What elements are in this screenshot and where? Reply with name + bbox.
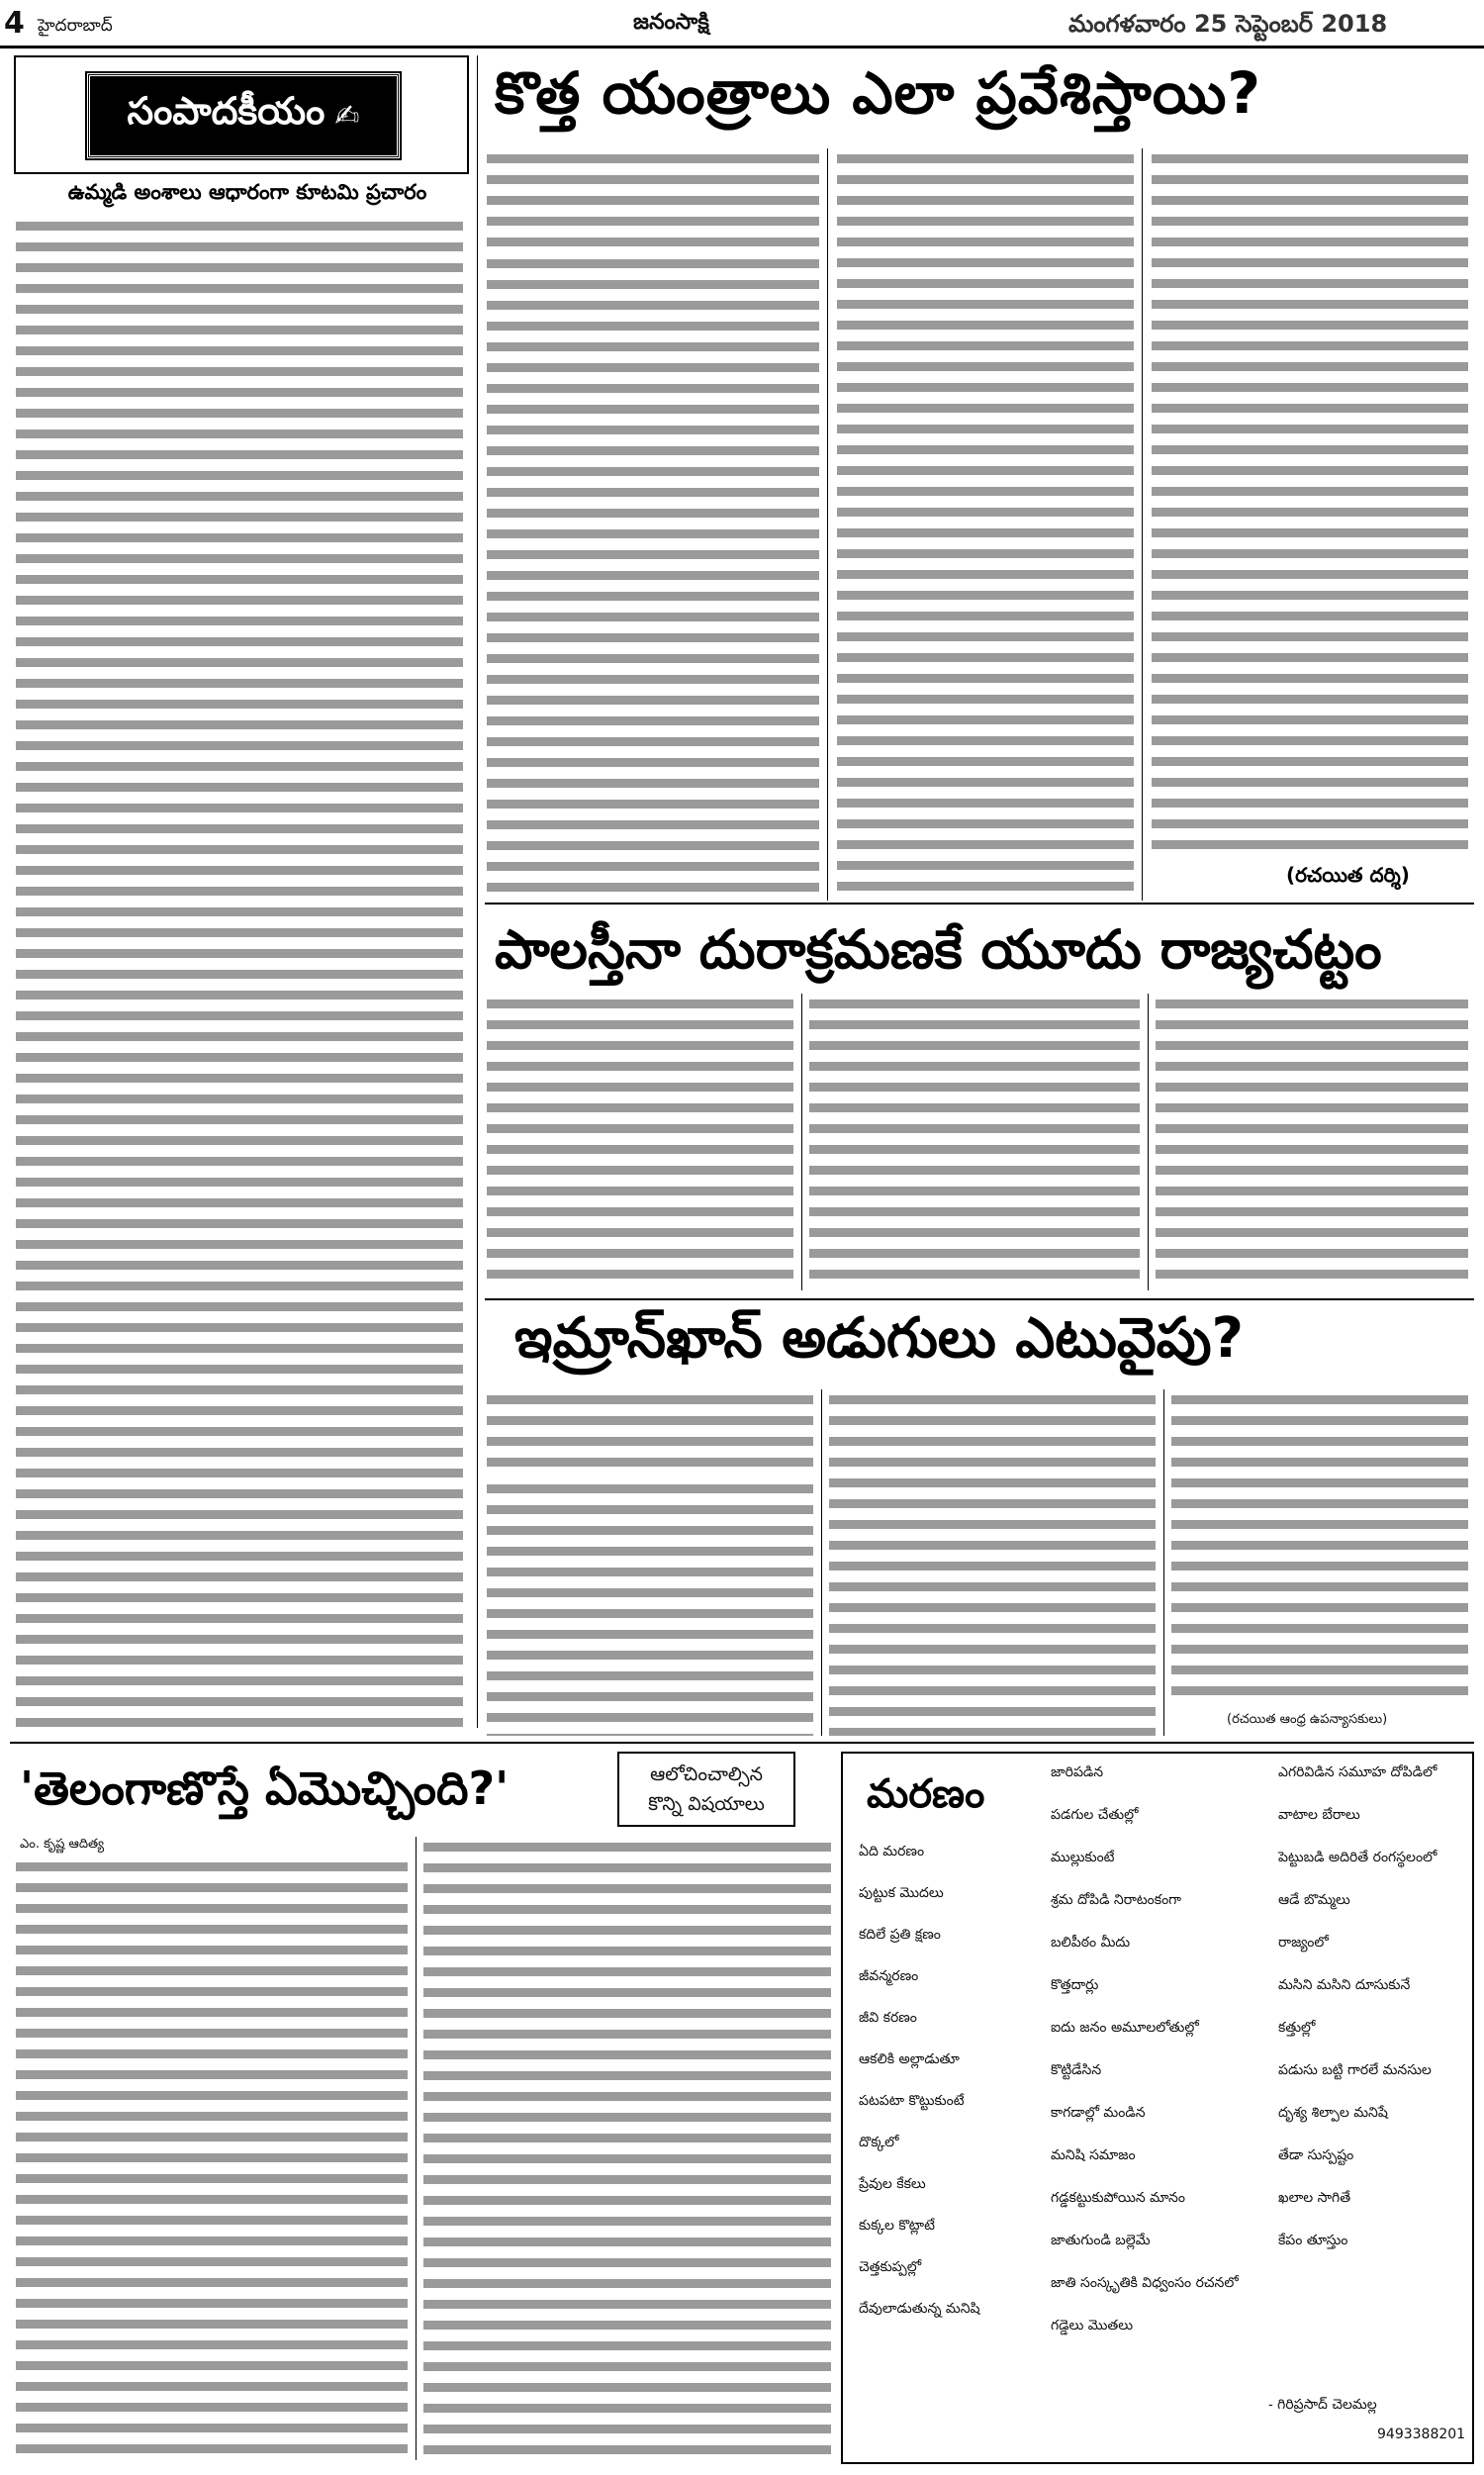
poem-line: కత్తుల్లో	[1278, 2020, 1316, 2036]
poem-line: కొత్తదార్లు	[1051, 1977, 1099, 1993]
column-divider	[416, 1837, 417, 2460]
poem-line: తేడా సుస్పష్టం	[1278, 2147, 1354, 2163]
poem-line: జాతి సంస్కృతికి విధ్వంసం రచనలో	[1051, 2275, 1239, 2291]
poem-title: మరణం	[867, 1771, 985, 1817]
poem-line: జారిపడిన	[1051, 1764, 1104, 1780]
article1-deck	[487, 148, 819, 247]
poem-line: కదిలే ప్రతి క్షణం	[859, 1927, 941, 1943]
poem-line: ముల్లుకుంటే	[1051, 1850, 1115, 1865]
article2-col3	[1156, 994, 1468, 1290]
article3-col3	[1171, 1389, 1468, 1706]
poem-author: - గిరిప్రసాద్ చెలమల్ల	[1268, 2397, 1377, 2413]
article4-byline: ఎం. కృష్ణ ఆదిత్య	[20, 1837, 105, 1852]
section-rule	[485, 1298, 1474, 1300]
poem-line: ఆడే బొమ్మలు	[1278, 1892, 1350, 1908]
section-rule	[485, 903, 1474, 904]
column-divider	[1142, 148, 1143, 901]
poem-line: శ్రమ దోపిడి నిరాటంకంగా	[1051, 1892, 1182, 1908]
article4-col2	[423, 1837, 831, 2462]
poem-line: ఖలాల సాగితే	[1278, 2190, 1351, 2206]
column-divider	[1163, 1389, 1164, 1736]
editorial-section-box	[14, 55, 469, 174]
article4-tag-line2: కొన్ని విషయాలు	[648, 1793, 765, 1815]
poem-line: మసిని మసిని దూసుకునే	[1278, 1977, 1411, 1993]
editorial-label-banner	[87, 73, 400, 158]
editorial-label: సంపాదకీయం	[127, 89, 325, 133]
edition-city: హైదరాబాద్	[38, 16, 113, 36]
newspaper-name: జనంసాక్షి	[633, 10, 709, 35]
poem-line: బలిపీఠం మీదు	[1051, 1935, 1131, 1951]
poem-line: గడ్డకట్టుకుపోయిన మానం	[1051, 2190, 1185, 2206]
poem-line: పెట్టుబడి అదిరితే రంగస్థలంలో	[1278, 1850, 1438, 1865]
poem-line: చెత్తకుప్పల్లో	[859, 2259, 922, 2275]
poem-line: పుట్టుక మొదలు	[859, 1885, 944, 1901]
column-divider	[1148, 994, 1149, 1290]
article1-col3	[1152, 148, 1468, 861]
column-divider	[821, 1389, 822, 1736]
article3-deck	[487, 1389, 813, 1473]
article4-col1	[16, 1856, 408, 2462]
poem-line: పడగుల చేతుల్లో	[1051, 1807, 1139, 1823]
poem-line: రాజ్యంలో	[1278, 1935, 1329, 1951]
article3-col1	[487, 1478, 813, 1736]
column-divider	[801, 994, 802, 1290]
poem-line: ఏది మరణం	[859, 1844, 925, 1859]
poem-col1	[859, 1843, 1047, 2341]
poem-line: ఎగరివిడిన సమూహ దోపిడిలో	[1278, 1764, 1438, 1780]
poem-line: కుక్కల కొట్లాటే	[859, 2218, 935, 2234]
masthead-rule	[0, 46, 1484, 48]
article2-headline: పాలస్తీనా దురాక్రమణకే యూదు రాజ్యచట్టం	[495, 918, 1382, 981]
article4-tag-line1: ఆలోచించాల్సిన	[650, 1763, 763, 1785]
article2-col2	[809, 994, 1140, 1290]
article3-headline: ఇమ్రాన్‌ఖాన్ అడుగులు ఎటువైపు?	[514, 1306, 1245, 1371]
poem-line: ప్రేవుల కేకలు	[859, 2176, 926, 2192]
poem-line: ఐదు జనం అమూలలోతుల్లో	[1051, 2020, 1199, 2036]
poem-line: జాతుగుండి బల్లెమే	[1051, 2233, 1151, 2248]
article1-headline: కొత్త యంత్రాలు ఎలా ప్రవేశిస్తాయి?	[495, 59, 1261, 127]
column-divider	[827, 148, 828, 901]
poem-phone: 9493388201	[1377, 2427, 1466, 2442]
poem-line: కాగడాల్లో మండిన	[1051, 2105, 1146, 2121]
poem-col3	[1278, 1763, 1466, 2274]
poem-box	[841, 1752, 1474, 2464]
article3-col2	[829, 1389, 1156, 1736]
poem-line: ఆకలికి అల్లాడుతూ	[859, 2051, 960, 2067]
article1-col2	[837, 148, 1134, 901]
column-divider	[477, 55, 478, 1728]
article3-byline: (రచయిత ఆంధ్ర ఉపన్యాసకులు)	[1227, 1712, 1388, 1727]
poem-line: దృశ్య శిల్పాల మనిషే	[1278, 2105, 1388, 2121]
article2-col1	[487, 994, 793, 1290]
article4-headline: 'తెలంగాణొస్తే ఏమొచ్చింది?'	[20, 1761, 510, 1815]
poem-line: వాటాల బేరాలు	[1278, 1807, 1360, 1823]
section-rule	[10, 1742, 1474, 1744]
poem-col2	[1051, 1763, 1268, 2359]
article1-byline: (రచయిత దర్శి)	[1286, 863, 1410, 887]
article4-tag-box	[617, 1752, 795, 1827]
poem-line: మనిషి సమాజం	[1051, 2147, 1136, 2163]
poem-line: దేవులాడుతున్న మనిషి	[859, 2301, 980, 2317]
poem-line: జీవన్మరణం	[859, 1968, 919, 1984]
poem-line: జీవి కరణం	[859, 2010, 917, 2026]
page-number: 4	[4, 6, 25, 41]
poem-line: కేపం తూస్తుం	[1278, 2233, 1348, 2248]
editorial-headline: ఉమ్మడి అంశాలు ఆధారంగా కూటమి ప్రచారం	[67, 180, 427, 204]
poem-line: దొక్కలో	[859, 2135, 899, 2150]
poem-line: గడ్డెలు మొతలు	[1051, 2318, 1134, 2333]
editorial-body	[16, 216, 463, 1738]
poem-line: పటపటా కొట్టుకుంటే	[859, 2093, 965, 2109]
issue-date: మంగళవారం 25 సెప్టెంబర్ 2018	[1068, 10, 1388, 38]
article1-col1	[487, 253, 819, 895]
poem-line: కొట్టిడేసిన	[1051, 2062, 1102, 2078]
poem-line: పడుసు బట్టి గారలే మనసుల	[1278, 2062, 1432, 2078]
pen-icon: ✍	[334, 98, 360, 134]
